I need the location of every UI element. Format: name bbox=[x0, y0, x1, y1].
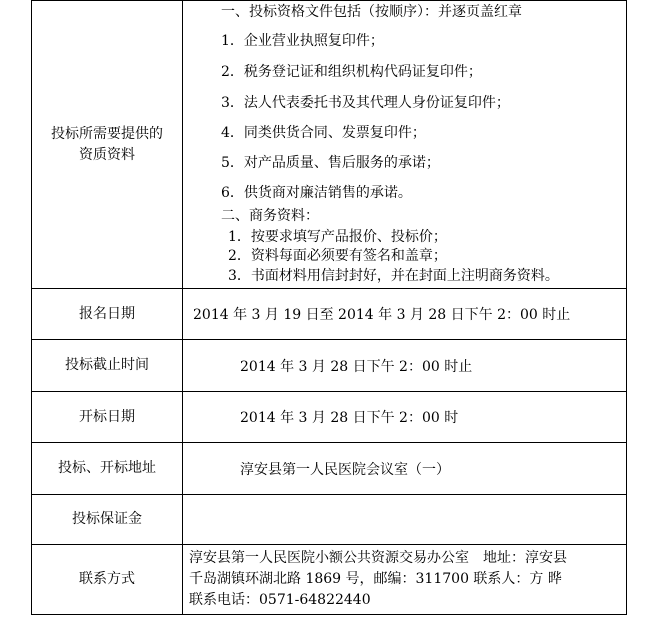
list-item: 1．企业营业执照复印件； bbox=[221, 33, 384, 49]
list-item: 1．按要求填写产品报价、投标价； bbox=[228, 229, 447, 245]
list-item: 5．对产品质量、售后服务的承诺； bbox=[221, 155, 440, 171]
table-row bbox=[32, 545, 627, 615]
contact-label: 联系方式 bbox=[32, 545, 183, 615]
table-row bbox=[32, 495, 627, 545]
deadline-value: 2014 年 3 月 28 日下午 2：00 时止 bbox=[183, 340, 627, 392]
contact-line3: 联系电话：0571-64822440 bbox=[189, 592, 371, 608]
table-row bbox=[32, 340, 627, 392]
requirements-list bbox=[183, 1, 626, 288]
location-label: 投标、开标地址 bbox=[32, 443, 183, 495]
registration-value: 2014 年 3 月 19 日至 2014 年 3 月 28 日下午 2：00 时止 bbox=[183, 289, 627, 340]
table-row bbox=[32, 289, 627, 340]
tender-info-table bbox=[31, 0, 627, 615]
requirements-value-cell bbox=[183, 1, 627, 289]
deadline-label: 投标截止时间 bbox=[32, 340, 183, 392]
list-item: 2．税务登记证和组织机构代码证复印件； bbox=[221, 64, 482, 80]
location-value: 淳安县第一人民医院会议室（一） bbox=[183, 443, 627, 495]
requirements-label-line2: 资质资料 bbox=[79, 146, 135, 163]
registration-label: 报名日期 bbox=[32, 289, 183, 340]
list-item: 6．供货商对廉洁销售的承诺。 bbox=[221, 185, 412, 201]
requirements-label-cell bbox=[32, 1, 183, 289]
list-item: 3．法人代表委托书及其代理人身份证复印件； bbox=[221, 95, 510, 111]
list-item: 2．资料每面必须要有签名和盖章； bbox=[228, 248, 447, 264]
deposit-value bbox=[183, 495, 627, 545]
contact-line2: 千岛湖镇环湖北路 1869 号，邮编：311700 联系人：方 晔 bbox=[189, 571, 562, 587]
list-item: 3．书面材料用信封封好，并在封面上注明商务资料。 bbox=[228, 268, 559, 284]
opening-label: 开标日期 bbox=[32, 392, 183, 443]
contact-value bbox=[183, 545, 627, 615]
section2-heading: 二、商务资料： bbox=[221, 208, 319, 224]
table-row bbox=[32, 1, 627, 289]
list-item: 4．同类供货合同、发票复印件； bbox=[221, 125, 426, 141]
opening-value: 2014 年 3 月 28 日下午 2：00 时 bbox=[183, 392, 627, 443]
contact-line1: 淳安县第一人民医院小额公共资源交易办公室 地址：淳安县 bbox=[189, 550, 567, 566]
table-row bbox=[32, 392, 627, 443]
deposit-label: 投标保证金 bbox=[32, 495, 183, 545]
requirements-label-line1: 投标所需要提供的 bbox=[51, 125, 163, 142]
section1-heading: 一、投标资格文件包括（按顺序）：并逐页盖红章 bbox=[221, 4, 522, 20]
table-row bbox=[32, 443, 627, 495]
